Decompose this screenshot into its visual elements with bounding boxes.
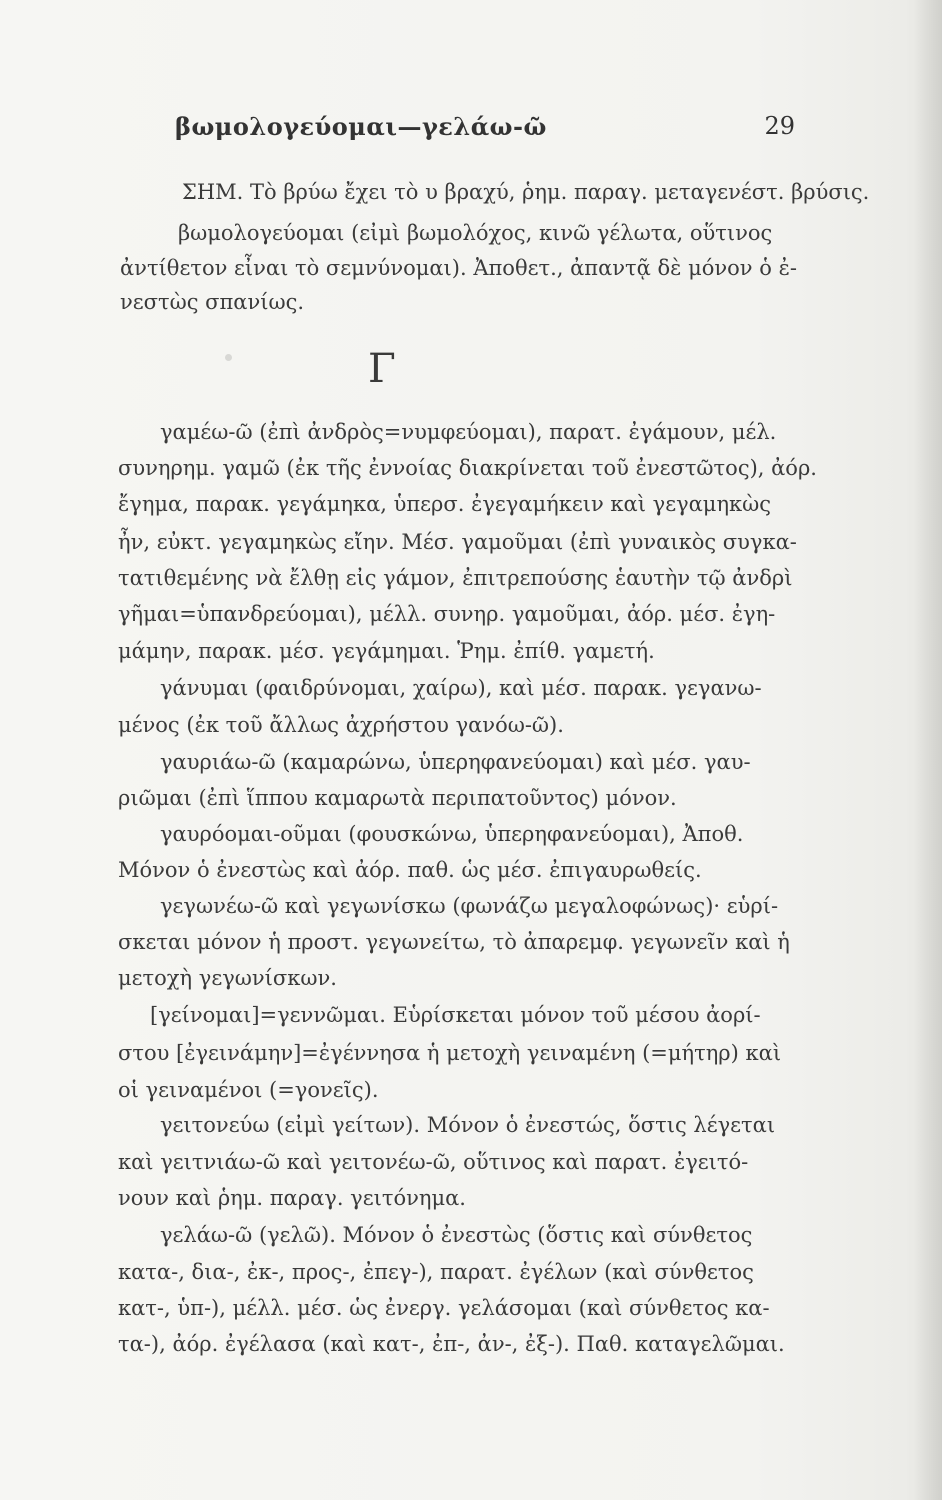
text-line: ΣΗΜ. Τὸ βρύω ἔχει τὸ υ βραχύ, ῥημ. παραγ. μεταγενέστ. βρύσις. [182,180,870,204]
text-line: γαυρόομαι-οῦμαι (φουσκώνω, ὑπερηφανεύομαι), Ἀποθ. [160,822,744,846]
text-line: γεγωνέω-ῶ καὶ γεγωνίσκω (φωνάζω μεγαλοφώνως)· εὑρί- [160,894,779,918]
text-line: τα-), ἀόρ. ἐγέλασα (καὶ κατ-, ἐπ-, ἀν-, ἐξ-). Παθ. καταγελῶμαι. [118,1332,785,1356]
text-line: ἀντίθετον εἶναι τὸ σεμνύνομαι). Ἀποθετ., ἀπαντᾷ δὲ μόνον ὁ ἐ- [120,256,797,280]
text-line: οἱ γειναμένοι (=γονεῖς). [118,1078,379,1102]
text-line: γῆμαι=ὑπανδρεύομαι), μέλλ. συνηρ. γαμοῦμαι, ἀόρ. μέσ. ἐγη- [118,602,776,626]
text-line: κατα-, δια-, ἐκ-, προς-, ἐπεγ-), παρατ. ἐγέλων (καὶ σύνθετος [118,1260,754,1284]
text-line: τατιθεμένης νὰ ἔλθῃ εἰς γάμον, ἐπιτρεπούσης ἑαυτὴν τῷ ἀνδρὶ [118,566,793,590]
text-line: καὶ γειτνιάω-ῶ καὶ γειτονέω-ῶ, οὕτινος καὶ παρατ. ἐγειτό- [118,1150,749,1174]
text-line: μάμην, παρακ. μέσ. γεγάμημαι. Ῥημ. ἐπίθ. γαμετή. [118,639,655,663]
page-number: 29 [764,112,795,140]
running-head: βωμολογεύομαι—γελάω-ῶ [175,112,547,141]
text-line: στου [ἐγεινάμην]=ἐγέννησα ἡ μετοχὴ γειναμένη (=μήτηρ) καὶ [118,1041,782,1065]
text-line: γειτονεύω (εἰμὶ γείτων). Μόνον ὁ ἐνεστώς, ὅστις λέγεται [160,1113,776,1137]
text-line: σκεται μόνον ἡ προστ. γεγωνείτω, τὸ ἀπαρεμφ. γεγωνεῖν καὶ ἡ [118,930,790,954]
text-line: γάνυμαι (φαιδρύνομαι, χαίρω), καὶ μέσ. παρακ. γεγανω- [160,676,762,700]
page-header [175,112,795,148]
text-line: συνηρημ. γαμῶ (ἐκ τῆς ἐννοίας διακρίνεται τοῦ ἐνεστῶτος), ἀόρ. [118,456,817,480]
text-line: γαμέω-ῶ (ἐπὶ ἀνδρὸς=νυμφεύομαι), παρατ. ἐγάμουν, μέλ. [160,420,777,444]
text-line: Μόνον ὁ ἐνεστὼς καὶ ἀόρ. παθ. ὡς μέσ. ἐπιγαυρωθείς. [118,858,702,882]
page-edge-shadow [914,0,942,1500]
text-line: γαυριάω-ῶ (καμαρώνω, ὑπερηφανεύομαι) καὶ μέσ. γαυ- [160,750,751,774]
text-line: ἦν, εὐκτ. γεγαμηκὼς εἴην. Μέσ. γαμοῦμαι (ἐπὶ γυναικὸς συγκα- [118,530,797,554]
text-line: ἔγημα, παρακ. γεγάμηκα, ὑπερσ. ἐγεγαμήκειν καὶ γεγαμηκὼς [118,492,772,516]
section-letter: Γ [368,346,396,392]
text-line: κατ-, ὑπ-), μέλλ. μέσ. ὡς ἐνεργ. γελάσομαι (καὶ σύνθετος κα- [118,1296,770,1320]
text-line: μένος (ἐκ τοῦ ἄλλως ἀχρήστου γανόω-ῶ). [118,713,564,737]
text-line: ριῶμαι (ἐπὶ ἵππου καμαρωτὰ περιπατοῦντος) μόνον. [118,786,677,810]
text-line: νουν καὶ ῥημ. παραγ. γειτόνημα. [118,1186,466,1210]
ink-speck [225,354,232,361]
text-line: [γείνομαι]=γεννῶμαι. Εὑρίσκεται μόνον τοῦ μέσου ἀορί- [150,1003,761,1027]
text-line: μετοχὴ γεγωνίσκων. [118,966,337,990]
text-line: νεστὼς σπανίως. [120,290,305,314]
text-line: γελάω-ῶ (γελῶ). Μόνον ὁ ἐνεστὼς (ὅστις καὶ σύνθετος [160,1223,753,1247]
text-line: βωμολογεύομαι (εἰμὶ βωμολόχος, κινῶ γέλωτα, οὕτινος [178,221,773,245]
